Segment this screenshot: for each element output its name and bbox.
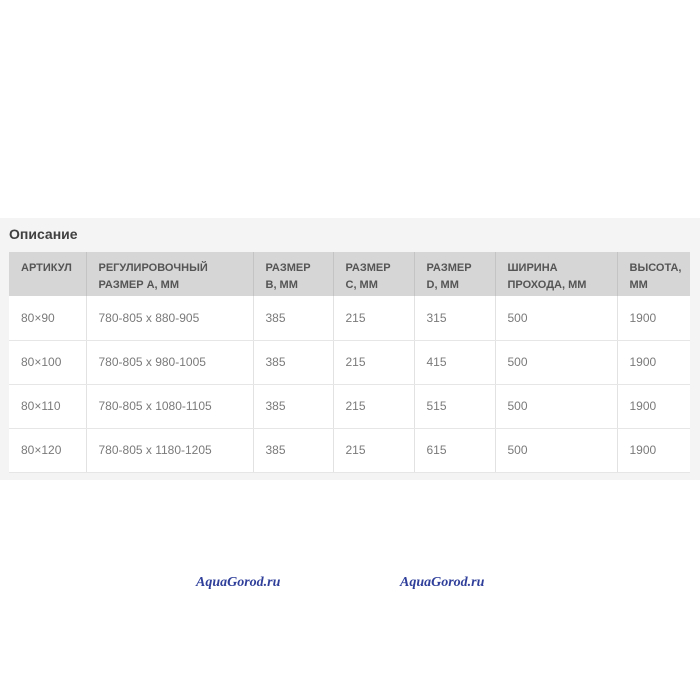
- cell-size-d: 315: [414, 296, 495, 340]
- description-section: [0, 218, 700, 480]
- cell-height: 1900: [617, 428, 690, 472]
- section-title: Описание: [9, 226, 78, 242]
- cell-passage-width: 500: [495, 340, 617, 384]
- cell-size-c: 215: [333, 384, 414, 428]
- cell-size-a: 780-805 x 1080-1105: [86, 384, 253, 428]
- cell-size-d: 415: [414, 340, 495, 384]
- cell-size-d: 515: [414, 384, 495, 428]
- header-adjust-size-a: РЕГУЛИРОВОЧНЫЙ РАЗМЕР A, ММ: [86, 252, 253, 296]
- header-article: АРТИКУЛ: [9, 252, 86, 296]
- cell-size-b: 385: [253, 340, 333, 384]
- cell-passage-width: 500: [495, 384, 617, 428]
- table-row: [9, 384, 690, 428]
- header-size-c: РАЗМЕР C, ММ: [333, 252, 414, 296]
- watermark-text: AquaGorod.ru: [196, 575, 281, 590]
- cell-size-b: 385: [253, 384, 333, 428]
- cell-height: 1900: [617, 296, 690, 340]
- table-row: [9, 428, 690, 472]
- cell-passage-width: 500: [495, 296, 617, 340]
- cell-size-a: 780-805 x 880-905: [86, 296, 253, 340]
- cell-size-b: 385: [253, 296, 333, 340]
- header-height: ВЫСОТА, ММ: [617, 252, 690, 296]
- table-row: [9, 340, 690, 384]
- watermark-text: AquaGorod.ru: [400, 575, 485, 590]
- table-row: [9, 296, 690, 340]
- cell-size-a: 780-805 x 1180-1205: [86, 428, 253, 472]
- header-size-b: РАЗМЕР B, ММ: [253, 252, 333, 296]
- specs-table: [9, 252, 690, 473]
- cell-passage-width: 500: [495, 428, 617, 472]
- cell-size-c: 215: [333, 428, 414, 472]
- cell-size-d: 615: [414, 428, 495, 472]
- cell-size-c: 215: [333, 340, 414, 384]
- cell-size-a: 780-805 x 980-1005: [86, 340, 253, 384]
- cell-size-c: 215: [333, 296, 414, 340]
- header-passage-width: ШИРИНА ПРОХОДА, ММ: [495, 252, 617, 296]
- cell-article: 80×110: [9, 384, 86, 428]
- cell-size-b: 385: [253, 428, 333, 472]
- cell-height: 1900: [617, 340, 690, 384]
- cell-article: 80×100: [9, 340, 86, 384]
- cell-article: 80×120: [9, 428, 86, 472]
- cell-article: 80×90: [9, 296, 86, 340]
- header-size-d: РАЗМЕР D, ММ: [414, 252, 495, 296]
- table-header-row: [9, 252, 690, 296]
- cell-height: 1900: [617, 384, 690, 428]
